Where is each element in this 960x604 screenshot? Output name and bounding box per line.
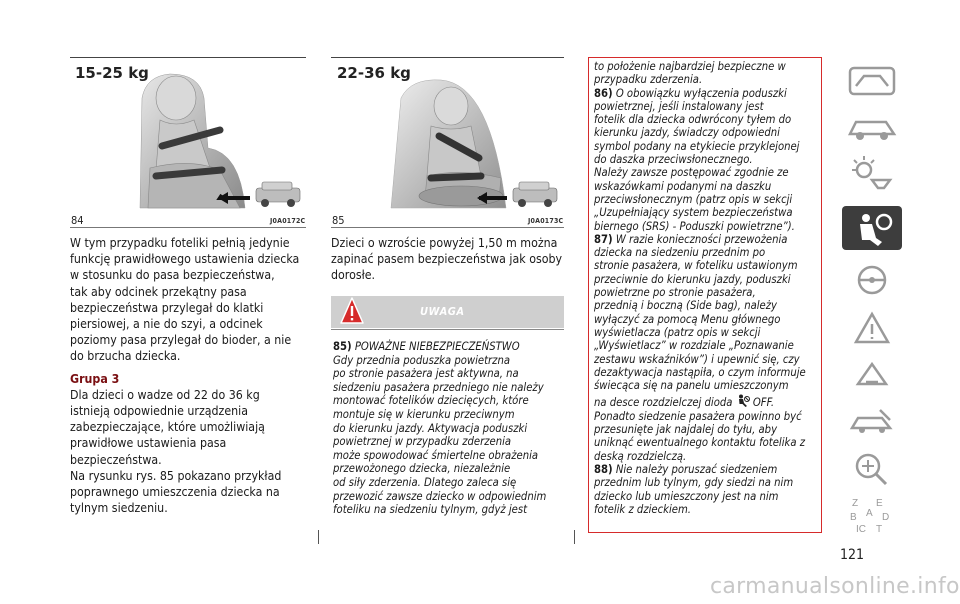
text-line: dziecka na siedzeniu przednim po xyxy=(594,246,766,260)
figure-bottom-rule xyxy=(70,227,306,228)
svg-text:IC: IC xyxy=(856,524,866,534)
figure-bottom-rule xyxy=(331,227,564,228)
safety-airbag-icon[interactable] xyxy=(842,206,902,250)
warning-rule xyxy=(331,329,564,330)
text-line: wyświetlacza (patrz opis w sekcji xyxy=(594,325,761,339)
text-line: po stronie pasażera jest aktywna, na xyxy=(333,367,519,381)
figure-84 xyxy=(70,58,306,212)
figure-85 xyxy=(331,58,564,212)
car-side-icon[interactable] xyxy=(842,104,902,150)
figure-code: J0A0172C xyxy=(270,217,306,225)
svg-text:B: B xyxy=(850,512,857,523)
text-line: bezpieczeństwa. xyxy=(70,452,162,467)
text-line: W razie konieczności przewożenia xyxy=(615,232,788,246)
text-line: siedzeniu pasażera przedniego nie należy xyxy=(333,380,544,394)
text-line: powietrznej, jeśli instalowany jest xyxy=(594,99,764,113)
text-line: może spowodować śmiertelne obrażenia xyxy=(333,448,539,462)
text-line: dorosłe. xyxy=(331,268,376,283)
text-line: do daszka przeciwsłonecznego. xyxy=(594,153,753,167)
text-line: w stosunku do pasa bezpieczeństwa, xyxy=(70,268,275,283)
text-line: prawidłowe ustawienia pasa xyxy=(70,436,227,451)
footnote-ref: 87) xyxy=(594,232,613,246)
text-line: Dla dzieci o wadze od 22 do 36 kg xyxy=(70,387,260,402)
text-line: Gdy przednia poduszka powietrzna xyxy=(333,353,510,367)
watermark: carmanualsonline.info xyxy=(710,574,960,599)
text-line: fotelik z dzieckiem. xyxy=(594,502,691,516)
text-line: funkcję prawidłowego ustawienia dziecka xyxy=(70,252,300,267)
text-line: „Wyświetlacz” w rozdziale „Poznawanie xyxy=(594,339,794,353)
group-heading: Grupa 3 xyxy=(70,371,120,386)
text-line: symbol podany na etykiecie przyklejonej xyxy=(594,139,800,153)
text-line: do kierunku jazdy. Aktywacja poduszki xyxy=(333,421,528,435)
column-divider xyxy=(574,530,575,544)
warning-triangle-icon xyxy=(340,296,364,326)
text-line: stronie pasażera, w foteliku ustawionym xyxy=(594,259,798,273)
svg-text:D: D xyxy=(882,512,890,523)
figure-title: 15-25 kg xyxy=(75,64,149,82)
text-line: foteliku na siedzeniu tylnym, gdyż jest xyxy=(333,503,528,517)
footnote-ref: 85) xyxy=(333,340,352,353)
text-line: przypadku zderzenia. xyxy=(594,73,703,87)
figure-title: 22-36 kg xyxy=(337,64,411,82)
text-line: uniknąć ewentualnego kontaktu fotelika z xyxy=(594,436,806,450)
column-divider xyxy=(318,530,319,544)
footnote-ref: 88) xyxy=(594,462,613,476)
child-seat-booster-backrest-illustration xyxy=(70,58,306,212)
text-line: przewożonego dziecka, niezależnie xyxy=(333,462,511,476)
text-line: przewozić zawsze dziecko w odpowiednim xyxy=(333,489,547,503)
svg-text:A: A xyxy=(866,508,873,519)
text-line: biernego (SRS) - Poduszki powietrzne”). xyxy=(594,219,795,233)
text-line: montuje się w kierunku przeciwnym xyxy=(333,407,515,421)
text-line: to położenie najbardziej bezpieczne w xyxy=(594,60,786,73)
page-number: 121 xyxy=(840,547,865,563)
text-line: piersiowej, a nie do szyi, a odcinek xyxy=(70,317,263,332)
passenger-airbag-off-icon xyxy=(736,394,750,408)
text-line: Dzieci o wzroście powyżej 1,50 m można xyxy=(331,236,558,250)
text-line: Na rysunku rys. 85 pokazano przykład xyxy=(70,468,282,483)
text-line: powietrzne po stronie pasażera, xyxy=(594,286,756,300)
text-line: tak aby odcinek przekątny pasa xyxy=(70,284,247,299)
svg-text:T: T xyxy=(876,524,883,534)
svg-text:E: E xyxy=(876,498,883,509)
text-line: poziomy pasa przylegał do bioder, a nie xyxy=(70,333,292,348)
text-line: montować fotelików dziecięcych, które xyxy=(333,394,529,408)
text-line: fotelik dla dziecka odwrócony tyłem do xyxy=(594,113,792,127)
text-line: dziecko lub umieszczony jest na nim xyxy=(594,489,779,503)
text-line: zestawu wskaźników”) i upewnić się, czy xyxy=(594,352,800,366)
text-line: W tym przypadku foteliki pełnią jedynie xyxy=(70,236,290,250)
dashboard-car-icon[interactable] xyxy=(842,58,902,104)
figure-code: J0A0173C xyxy=(528,217,564,225)
text-line: Ponadto siedzenie pasażera powinno być xyxy=(594,409,802,423)
warning-text xyxy=(333,340,568,517)
text-line: przednią i boczną (Side bag), należy xyxy=(594,299,777,313)
text-line: wyłączyć za pomocą Menu głównego xyxy=(594,312,781,326)
text-line: do brzucha dziecka. xyxy=(70,349,181,364)
starting-driving-icon[interactable] xyxy=(842,258,902,304)
middle-column-text xyxy=(331,235,571,284)
text-line: POWAŻNE NIEBEZPIECZEŃSTWO xyxy=(354,340,520,353)
text-line: przeciwnie do kierunku jazdy, poduszki xyxy=(594,272,791,286)
text-line: O obowiązku wyłączenia poduszki xyxy=(615,86,787,100)
text-line: Należy zawsze postępować zgodnie ze xyxy=(594,166,789,180)
text-line: bezpieczeństwa przylegał do klatki xyxy=(70,300,264,315)
servicing-car-icon[interactable] xyxy=(842,398,902,444)
text-line: tylnym siedzeniu. xyxy=(70,501,168,516)
text-line: wskazówkami podanymi na daszku xyxy=(594,179,772,193)
emergency-icon[interactable] xyxy=(842,352,902,398)
left-column-text xyxy=(70,235,310,516)
right-column-text xyxy=(594,60,822,516)
text-line: przesunięte jak najdalej do tyłu, aby xyxy=(594,423,778,437)
child-on-booster-cushion-illustration xyxy=(331,58,564,212)
text-line: od siły zderzenia. Dlatego zaleca się xyxy=(333,475,517,489)
text-line: OFF. xyxy=(752,396,775,410)
text-line: kierunku jazdy, świadczy odpowiedni xyxy=(594,126,780,140)
text-line: dezaktywacja nastąpiła, o czym informuje xyxy=(594,365,806,379)
multimedia-icon[interactable] xyxy=(842,488,902,534)
text-line: przeciwsłonecznym (patrz opis w sekcji xyxy=(594,192,793,206)
text-line: zabezpieczające, które umożliwiają xyxy=(70,420,265,435)
text-line: deską rozdzielczą. xyxy=(594,449,687,463)
figure-number: 85 xyxy=(332,214,345,227)
warning-title: UWAGA xyxy=(420,305,465,318)
text-line: istnieją odpowiednie urządzenia xyxy=(70,404,249,419)
text-line: zapinać pasem bezpieczeństwa jak osoby xyxy=(331,252,563,267)
text-line: „Uzupełniający system bezpieczeństwa xyxy=(594,206,793,220)
warning-lights-icon[interactable] xyxy=(842,306,902,352)
technical-specs-icon[interactable] xyxy=(842,444,902,490)
text-line: poprawnego umieszczenia dziecka na xyxy=(70,485,280,500)
text-line: powietrznej w przypadku zderzenia xyxy=(333,435,512,449)
figure-number: 84 xyxy=(71,214,84,227)
text-line: na desce rozdzielczej dioda xyxy=(594,396,733,410)
footnote-ref: 86) xyxy=(594,86,613,100)
lights-weather-icon[interactable] xyxy=(842,150,902,196)
text-line: świecąca się na panelu umieszczonym xyxy=(594,379,789,393)
text-line: Nie należy poruszać siedzeniem xyxy=(615,462,778,476)
svg-text:Z: Z xyxy=(852,498,859,509)
text-line: przednim lub tylnym, gdy siedzi na nim xyxy=(594,476,794,490)
